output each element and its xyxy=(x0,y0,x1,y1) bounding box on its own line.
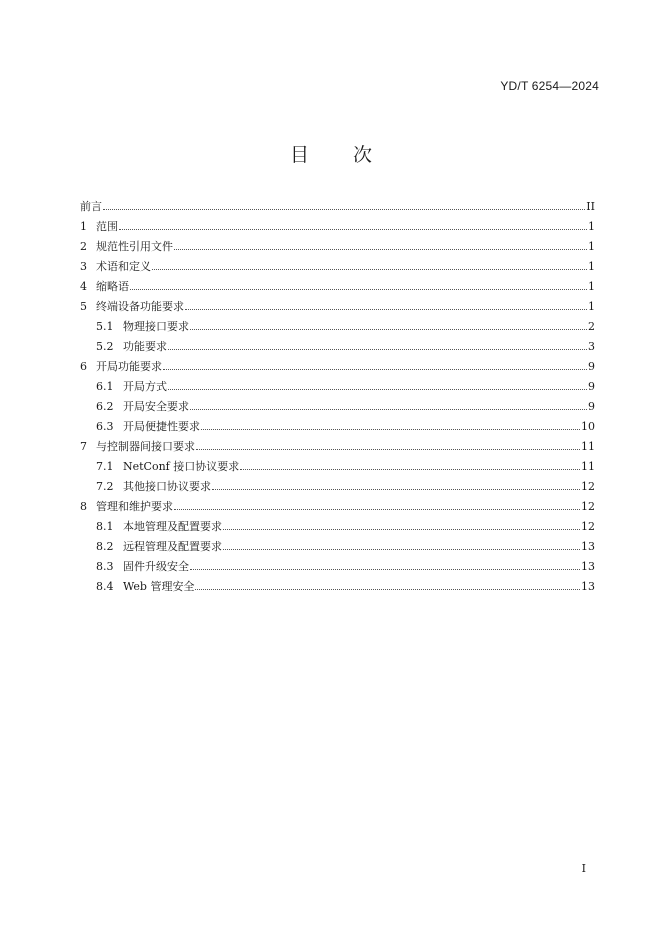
toc-entry-title: 其他接口协议要求 xyxy=(123,480,211,493)
toc-entry-number: 7.2 xyxy=(96,480,114,493)
page-title: 目次 xyxy=(289,144,416,166)
toc-entry-number: 8.4 xyxy=(96,580,114,593)
toc-entry-2[interactable] xyxy=(80,237,595,257)
toc-entry-8-3[interactable] xyxy=(80,557,595,577)
toc-entry-8-1[interactable] xyxy=(80,517,595,537)
toc-entry-page: 13 xyxy=(581,560,595,573)
toc-entry-1[interactable] xyxy=(80,217,595,237)
toc-entry-page: 10 xyxy=(581,420,595,433)
toc-entry-number: 4 xyxy=(80,280,87,293)
toc-dot-leader xyxy=(190,408,587,410)
toc-entry-page: 11 xyxy=(581,440,595,453)
page-number: I xyxy=(581,862,586,875)
toc-entry-number: 8.3 xyxy=(96,560,114,573)
toc-entry-5[interactable] xyxy=(80,297,595,317)
toc-entry-number: 8.1 xyxy=(96,520,114,533)
toc-dot-leader xyxy=(223,528,580,530)
toc-dot-leader xyxy=(190,328,587,330)
toc-entry-7-2[interactable] xyxy=(80,477,595,497)
toc-entry-number: 6.1 xyxy=(96,380,114,393)
toc-entry-number: 6 xyxy=(80,360,87,373)
toc-entry-number: 1 xyxy=(80,220,87,233)
toc-entry-page: 13 xyxy=(581,580,595,593)
toc-entry-number: 7.1 xyxy=(96,460,114,473)
toc-entry-page: 9 xyxy=(588,380,595,393)
toc-entry-title: 与控制器间接口要求 xyxy=(96,440,195,453)
toc-entry-title: 范围 xyxy=(96,220,118,233)
toc-dot-leader xyxy=(240,468,580,470)
toc-dot-leader xyxy=(152,268,587,270)
toc-dot-leader xyxy=(168,348,587,350)
toc-entry-6[interactable] xyxy=(80,357,595,377)
toc-entry-title: 物理接口要求 xyxy=(123,320,189,333)
toc-dot-leader xyxy=(163,368,587,370)
toc-dot-leader xyxy=(212,488,580,490)
toc-entry-page: 3 xyxy=(588,340,595,353)
toc-entry-title: 终端设备功能要求 xyxy=(96,300,184,313)
toc-dot-leader xyxy=(185,308,587,310)
toc-entry-title: 开局安全要求 xyxy=(123,400,189,413)
toc-entry-4[interactable] xyxy=(80,277,595,297)
toc-entry-page: 1 xyxy=(588,220,595,233)
toc-dot-leader xyxy=(174,248,587,250)
toc-entry-page: 1 xyxy=(588,260,595,273)
toc-entry-title: 开局便捷性要求 xyxy=(123,420,200,433)
toc-entry-number: 6.3 xyxy=(96,420,114,433)
document-id: YD/T 6254—2024 xyxy=(500,79,599,93)
toc-entry-page: 1 xyxy=(588,240,595,253)
toc-entry-8-2[interactable] xyxy=(80,537,595,557)
toc-entry-6-2[interactable] xyxy=(80,397,595,417)
toc-entry-number: 5 xyxy=(80,300,87,313)
toc-dot-leader xyxy=(195,588,580,590)
toc-dot-leader xyxy=(190,568,580,570)
toc-dot-leader xyxy=(201,428,580,430)
toc-entry-7-1[interactable] xyxy=(80,457,595,477)
toc-dot-leader xyxy=(119,228,587,230)
toc-entry-title: 开局功能要求 xyxy=(96,360,162,373)
toc-entry-number: 8.2 xyxy=(96,540,114,553)
toc-entry-page: 9 xyxy=(588,400,595,413)
toc-entry-number: 6.2 xyxy=(96,400,114,413)
toc-entry-number: 7 xyxy=(80,440,87,453)
toc-dot-leader xyxy=(103,208,585,210)
toc-entry-title: 缩略语 xyxy=(96,280,129,293)
toc-entry-6-3[interactable] xyxy=(80,417,595,437)
toc-dot-leader xyxy=(168,388,587,390)
toc-entry-number: 8 xyxy=(80,500,87,513)
toc-entry-title: 前言 xyxy=(80,200,102,213)
toc-entry-title: 管理和维护要求 xyxy=(96,500,173,513)
toc-entry-7[interactable] xyxy=(80,437,595,457)
table-of-contents xyxy=(80,197,595,597)
toc-dot-leader xyxy=(174,508,580,510)
toc-entry-page: 1 xyxy=(588,280,595,293)
toc-entry-page: 12 xyxy=(581,520,595,533)
toc-dot-leader xyxy=(223,548,580,550)
toc-dot-leader xyxy=(196,448,580,450)
toc-entry-title: 固件升级安全 xyxy=(123,560,189,573)
toc-entry-number: 2 xyxy=(80,240,87,253)
toc-entry-title: Web 管理安全 xyxy=(123,580,195,593)
toc-entry-3[interactable] xyxy=(80,257,595,277)
toc-dot-leader xyxy=(130,288,587,290)
toc-entry-title: NetConf 接口协议要求 xyxy=(123,460,240,473)
toc-entry-8[interactable] xyxy=(80,497,595,517)
toc-entry-title: 规范性引用文件 xyxy=(96,240,173,253)
toc-entry-page: II xyxy=(586,200,595,213)
toc-entry-page: 9 xyxy=(588,360,595,373)
toc-entry-title: 远程管理及配置要求 xyxy=(123,540,222,553)
toc-entry-6-1[interactable] xyxy=(80,377,595,397)
toc-entry-page: 12 xyxy=(581,500,595,513)
toc-entry-foreword[interactable] xyxy=(80,197,595,217)
toc-entry-5-2[interactable] xyxy=(80,337,595,357)
toc-entry-title: 术语和定义 xyxy=(96,260,151,273)
toc-entry-title: 功能要求 xyxy=(123,340,167,353)
toc-entry-page: 11 xyxy=(581,460,595,473)
toc-entry-5-1[interactable] xyxy=(80,317,595,337)
toc-entry-title: 开局方式 xyxy=(123,380,167,393)
toc-entry-page: 12 xyxy=(581,480,595,493)
toc-entry-number: 3 xyxy=(80,260,87,273)
toc-entry-number: 5.2 xyxy=(96,340,114,353)
toc-entry-page: 2 xyxy=(588,320,595,333)
toc-entry-title: 本地管理及配置要求 xyxy=(123,520,222,533)
toc-entry-number: 5.1 xyxy=(96,320,114,333)
toc-entry-page: 13 xyxy=(581,540,595,553)
toc-entry-page: 1 xyxy=(588,300,595,313)
toc-entry-8-4[interactable] xyxy=(80,577,595,597)
